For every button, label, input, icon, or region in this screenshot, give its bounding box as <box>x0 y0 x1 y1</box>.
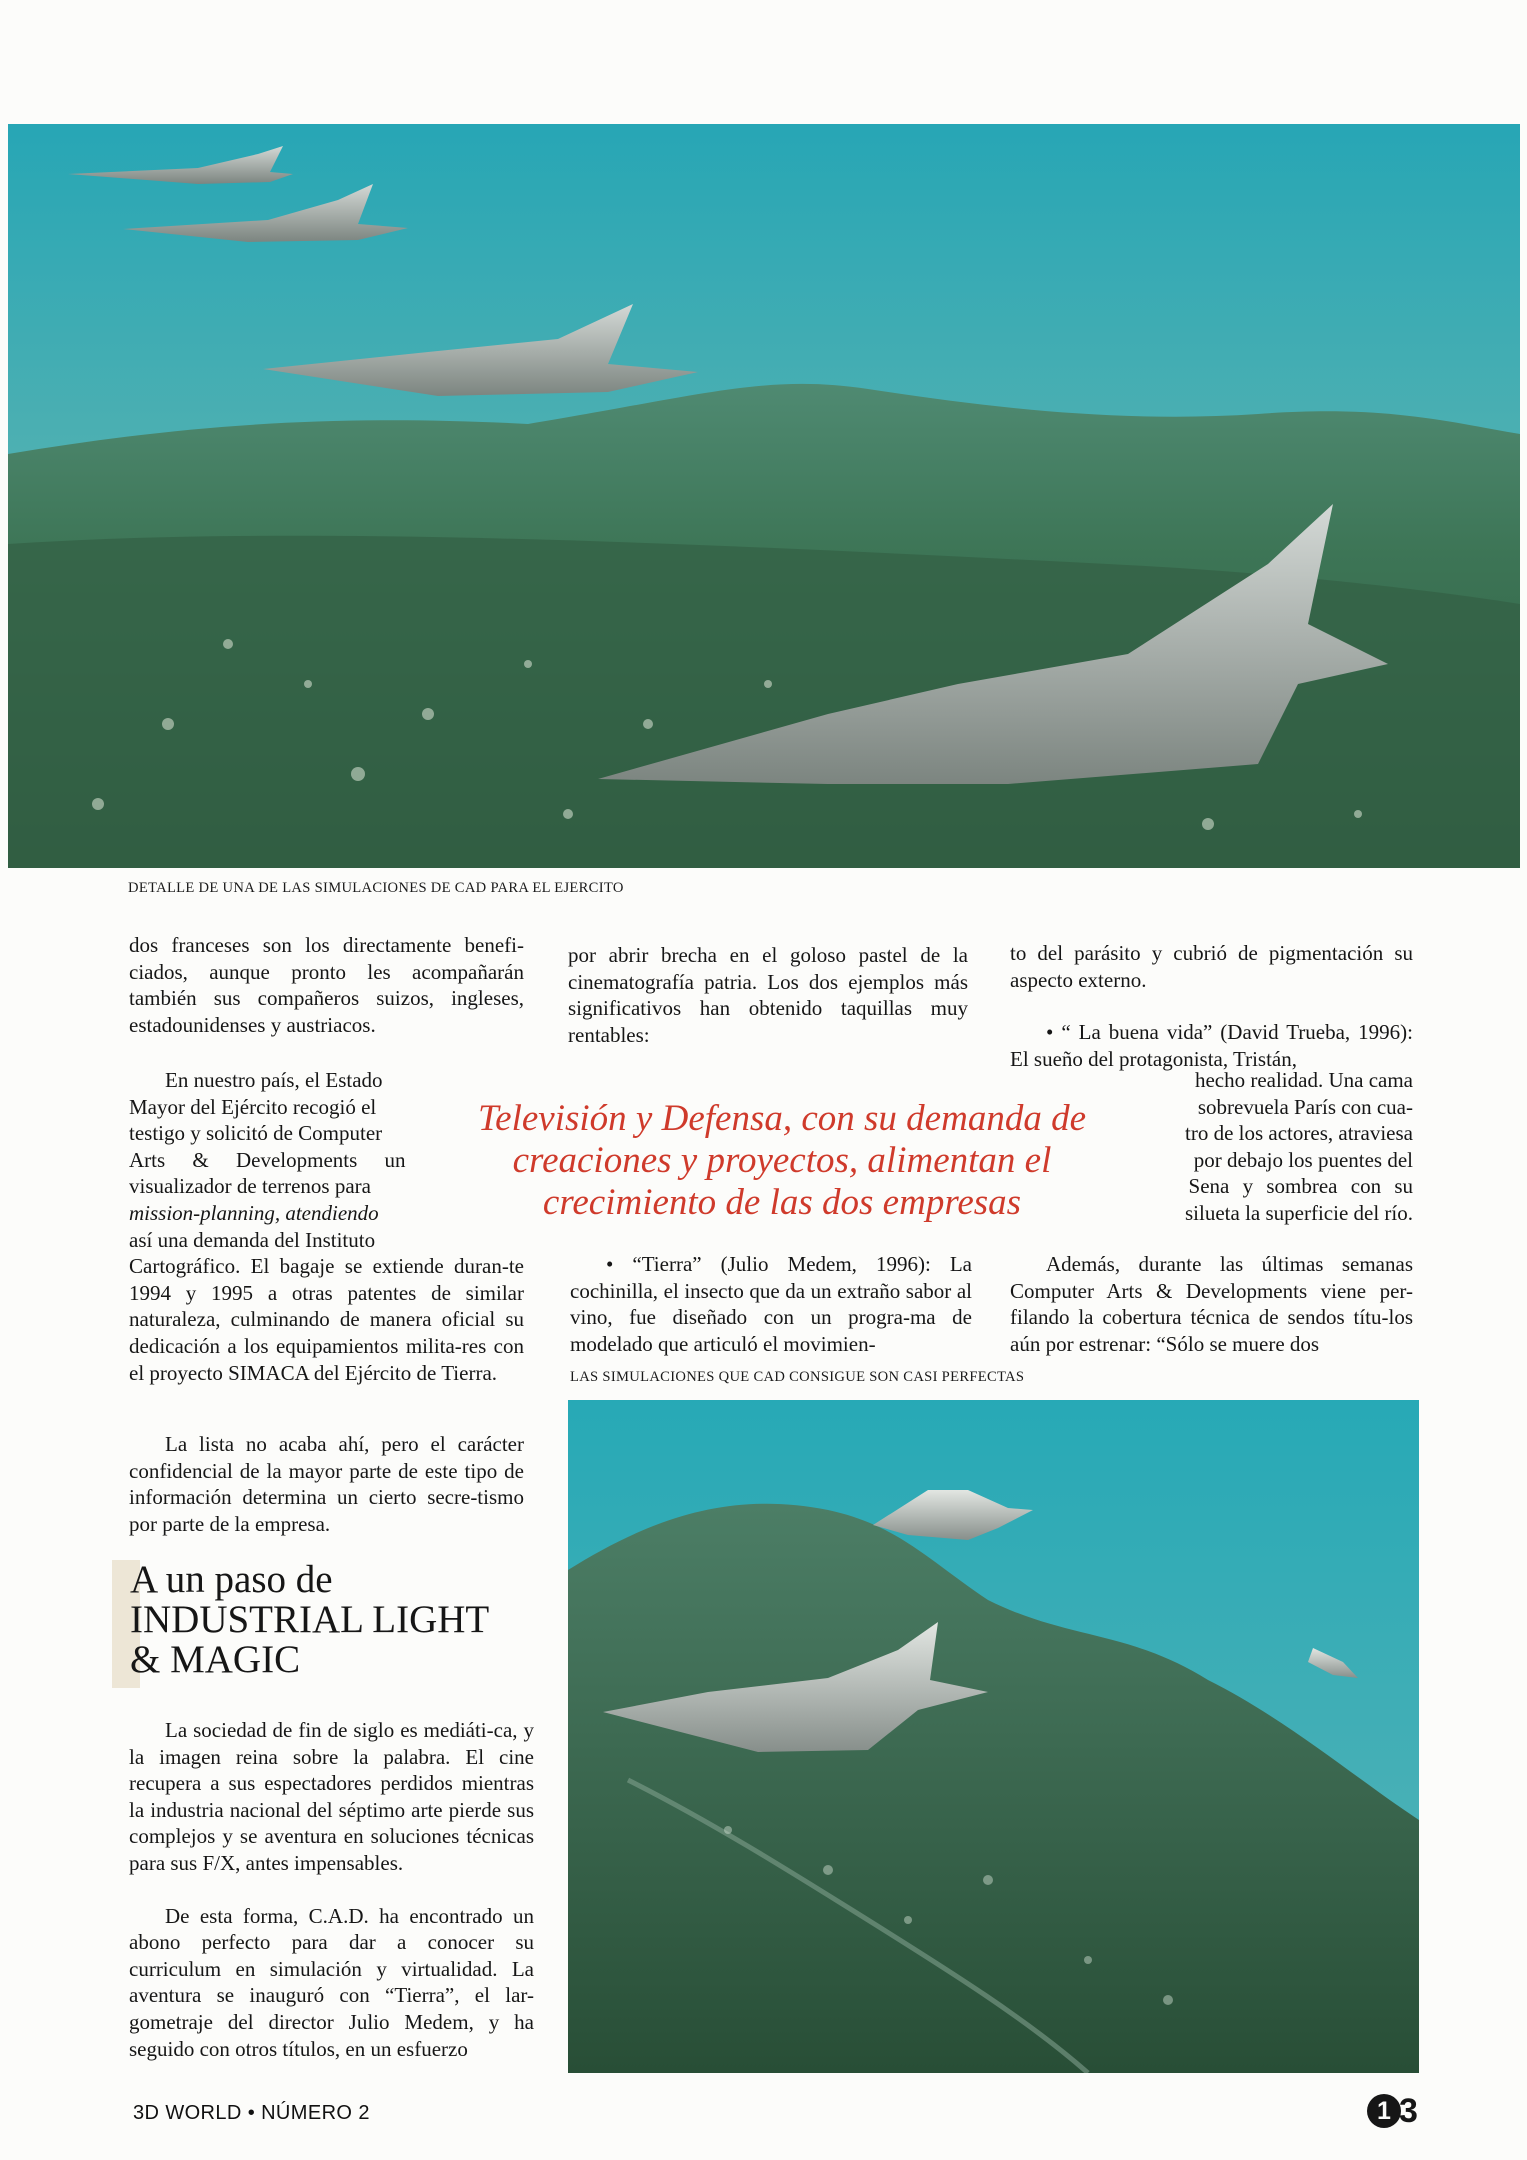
heading-line: INDUSTRIAL LIGHT <box>130 1598 490 1641</box>
paragraph-line: Arts & Developments un <box>129 1147 406 1172</box>
middle-column-top <box>568 942 968 1048</box>
paragraph: dos franceses son los directamente benefi-ciados, aunque pronto les acompañarán también sus compañeros suizos, ingleses, estadounidenses y austriacos. <box>129 933 524 1037</box>
bottom-photo <box>568 1400 1419 2073</box>
fighter-jets-over-terrain-photo <box>8 124 1520 868</box>
paragraph-line: por debajo los puentes del <box>1193 1147 1413 1172</box>
page-number-digit: 3 <box>1399 2091 1418 2130</box>
left-column-bottom <box>129 1717 534 2062</box>
paragraph-line: Mayor del Ejército recogió el <box>129 1094 377 1119</box>
paragraph: Cartográfico. El bagaje se extiende duran-te 1994 y 1995 a otras patentes de similar naturaleza, culminando de manera oficial su dedicación a los equipamientos milita-res con el proyecto SIMACA del Ejército de Tierra. <box>129 1254 524 1385</box>
right-column-mid <box>1162 1067 1413 1227</box>
top-photo-caption: DETALLE DE UNA DE LAS SIMULACIONES DE CAD PARA EL EJERCITO <box>128 880 624 896</box>
paragraph: por abrir brecha en el goloso pastel de la cinematografía patria. Los dos ejemplos más significativos han obtenido taquillas muy rentables: <box>568 943 968 1047</box>
paragraph: • “ La buena vida” (David Trueba, 1996): El sueño del protagonista, Tristán, <box>1010 1020 1413 1071</box>
paragraph: to del parásito y cubrió de pigmentación su aspecto externo. <box>1010 941 1413 992</box>
middle-column-bottom <box>570 1251 972 1357</box>
pull-quote: Televisión y Defensa, con su demanda de creaciones y proyectos, alimentan el crecimiento de las dos empresas <box>478 1098 1086 1223</box>
heading-line: A un paso de <box>130 1558 333 1601</box>
right-column-top <box>1010 940 1413 1072</box>
fighter-jets-coastline-photo <box>568 1400 1419 2073</box>
paragraph: De esta forma, C.A.D. ha encontrado un abono perfecto para dar a conocer su curriculum en simulación y virtualidad. La aventura se inauguró con “Tierra”, el lar-gometraje del director Julio Medem, y ha seguido con otros títulos, en un esfuerzo <box>129 1903 534 2061</box>
paragraph: La sociedad de fin de siglo es mediáti-ca, y la imagen reina sobre la palabra. El cine recupera a sus espectadores perdidos mientras la industria nacional del séptimo arte pierde sus complejos y se aventura en soluciones técnicas para sus F/X, antes impensables. <box>129 1718 534 1875</box>
page-number <box>1367 2090 1418 2132</box>
paragraph: La lista no acaba ahí, pero el carácter confidencial de la mayor parte de este tipo de información determina un cierto secre-tismo por parte de la empresa. <box>129 1432 524 1536</box>
paragraph-line: así una demanda del Instituto <box>129 1227 376 1252</box>
left-column-top <box>129 932 524 1038</box>
middle-photo-caption: LAS SIMULACIONES QUE CAD CONSIGUE SON CASI PERFECTAS <box>570 1369 1025 1385</box>
paragraph: Además, durante las últimas semanas Computer Arts & Developments viene per-filando la cobertura técnica de sendos títu-los aún por estrenar: “Sólo se muere dos <box>1010 1252 1413 1356</box>
paragraph-line: En nuestro país, el Estado <box>165 1068 383 1092</box>
top-photo <box>8 124 1520 868</box>
paragraph-line: silueta la superficie del río. <box>1185 1200 1413 1225</box>
paragraph-line: Sena y sombrea con su <box>1188 1174 1413 1199</box>
paragraph-line: sobrevuela París con cua- <box>1197 1094 1413 1119</box>
page-number-badge: 1 <box>1367 2094 1401 2128</box>
paragraph-line: hecho realidad. Una cama <box>1194 1068 1413 1092</box>
paragraph-line: testigo y solicitó de Computer <box>129 1121 383 1146</box>
paragraph-line: visualizador de terrenos para <box>129 1174 371 1199</box>
heading-line: & MAGIC <box>130 1638 301 1681</box>
publication-footer: 3D WORLD • NÚMERO 2 <box>133 2102 370 2124</box>
left-column-confidential <box>129 1431 524 1537</box>
paragraph-line: tro de los actores, atraviesa <box>1185 1121 1413 1146</box>
right-column-bottom <box>1010 1251 1413 1357</box>
paragraph-line: mission-planning, atendiendo <box>129 1200 379 1225</box>
paragraph: • “Tierra” (Julio Medem, 1996): La cochinilla, el insecto que da un extraño sabor al vino, fue diseñado con un progra-ma de modelado que articuló el movimien- <box>570 1252 972 1356</box>
